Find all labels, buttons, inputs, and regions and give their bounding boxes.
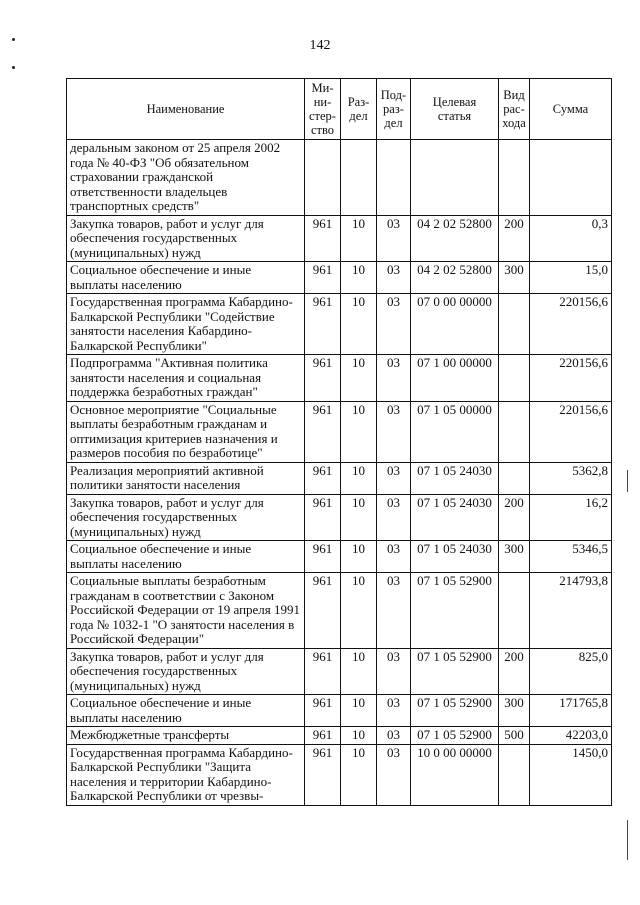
row-sum: 1450,0 <box>530 744 612 805</box>
scan-mark <box>627 470 628 492</box>
row-subsection: 03 <box>377 648 411 695</box>
row-name: Реализация мероприятий активной политики занятости населения <box>67 462 305 494</box>
row-section: 10 <box>341 355 377 402</box>
row-subsection: 03 <box>377 573 411 649</box>
row-target: 07 1 05 52900 <box>411 573 499 649</box>
row-sum: 42203,0 <box>530 727 612 745</box>
table-row <box>67 541 612 573</box>
row-name: Социальные выплаты безработным гражданам в соответствии с Законом Российской Федерации от 19 апреля 1991 года № 1032-1 "О занятости населения в Российской Федерации" <box>67 573 305 649</box>
row-section: 10 <box>341 648 377 695</box>
table-row <box>67 355 612 402</box>
table-row <box>67 744 612 805</box>
table-row <box>67 727 612 745</box>
header-section: Раз- дел <box>341 79 377 140</box>
row-name: деральным законом от 25 апреля 2002 года № 40-ФЗ "Об обязательном страховании гражданской ответственности владельцев транспортных средств" <box>67 140 305 216</box>
page-number: 142 <box>309 38 331 53</box>
row-sum: 825,0 <box>530 648 612 695</box>
row-expense-type: 300 <box>499 695 530 727</box>
row-section: 10 <box>341 462 377 494</box>
row-expense-type <box>499 355 530 402</box>
row-subsection: 03 <box>377 215 411 262</box>
row-target: 04 2 02 52800 <box>411 215 499 262</box>
row-name: Закупка товаров, работ и услуг для обеспечения государственных (муниципальных) нужд <box>67 648 305 695</box>
row-sum: 220156,6 <box>530 401 612 462</box>
table-row <box>67 573 612 649</box>
row-name: Закупка товаров, работ и услуг для обеспечения государственных (муниципальных) нужд <box>67 215 305 262</box>
row-subsection: 03 <box>377 401 411 462</box>
row-section: 10 <box>341 541 377 573</box>
row-ministry: 961 <box>305 695 341 727</box>
row-name: Социальное обеспечение и иные выплаты населению <box>67 262 305 294</box>
row-name: Межбюджетные трансферты <box>67 727 305 745</box>
row-section: 10 <box>341 695 377 727</box>
row-ministry: 961 <box>305 294 341 355</box>
scan-mark <box>627 820 628 860</box>
header-ministry: Ми- ни- стер- ство <box>305 79 341 140</box>
table-row <box>67 262 612 294</box>
row-target: 07 1 05 52900 <box>411 695 499 727</box>
row-name: Социальное обеспечение и иные выплаты населению <box>67 695 305 727</box>
row-ministry: 961 <box>305 215 341 262</box>
table-row <box>67 215 612 262</box>
row-sum: 5346,5 <box>530 541 612 573</box>
row-target: 04 2 02 52800 <box>411 262 499 294</box>
row-section: 10 <box>341 294 377 355</box>
row-subsection: 03 <box>377 294 411 355</box>
row-section: 10 <box>341 573 377 649</box>
table-row <box>67 401 612 462</box>
row-expense-type <box>499 573 530 649</box>
row-expense-type <box>499 140 530 216</box>
row-sum: 16,2 <box>530 494 612 541</box>
row-ministry: 961 <box>305 494 341 541</box>
row-expense-type <box>499 462 530 494</box>
table-row <box>67 140 612 216</box>
row-ministry <box>305 140 341 216</box>
table-row <box>67 648 612 695</box>
row-subsection: 03 <box>377 541 411 573</box>
row-target <box>411 140 499 216</box>
row-section: 10 <box>341 727 377 745</box>
row-expense-type: 200 <box>499 494 530 541</box>
row-sum <box>530 140 612 216</box>
table-row <box>67 294 612 355</box>
row-ministry: 961 <box>305 262 341 294</box>
row-subsection: 03 <box>377 727 411 745</box>
row-section: 10 <box>341 744 377 805</box>
row-section: 10 <box>341 401 377 462</box>
row-target: 10 0 00 00000 <box>411 744 499 805</box>
row-section: 10 <box>341 262 377 294</box>
row-sum: 171765,8 <box>530 695 612 727</box>
row-ministry: 961 <box>305 355 341 402</box>
table-header <box>67 79 612 140</box>
row-ministry: 961 <box>305 648 341 695</box>
row-expense-type: 300 <box>499 541 530 573</box>
row-section <box>341 140 377 216</box>
row-subsection <box>377 140 411 216</box>
row-name: Государственная программа Кабардино-Балкарской Республики "Содействие занятости населения Кабардино-Балкарской Республики" <box>67 294 305 355</box>
row-subsection: 03 <box>377 744 411 805</box>
table-body <box>67 140 612 806</box>
row-ministry: 961 <box>305 541 341 573</box>
row-sum: 214793,8 <box>530 573 612 649</box>
row-target: 07 1 00 00000 <box>411 355 499 402</box>
row-ministry: 961 <box>305 727 341 745</box>
row-expense-type: 500 <box>499 727 530 745</box>
row-subsection: 03 <box>377 494 411 541</box>
row-target: 07 1 05 24030 <box>411 541 499 573</box>
row-sum: 15,0 <box>530 262 612 294</box>
header-target: Целевая статья <box>411 79 499 140</box>
row-sum: 220156,6 <box>530 355 612 402</box>
budget-table <box>66 78 612 806</box>
row-name: Социальное обеспечение и иные выплаты населению <box>67 541 305 573</box>
row-expense-type <box>499 401 530 462</box>
row-name: Основное мероприятие "Социальные выплаты безработным гражданам и оптимизация критериев назначения и размеров пособия по безработице" <box>67 401 305 462</box>
row-expense-type <box>499 294 530 355</box>
row-ministry: 961 <box>305 462 341 494</box>
row-ministry: 961 <box>305 744 341 805</box>
row-name: Государственная программа Кабардино-Балкарской Республики "Защита населения и территории Кабардино-Балкарской Республики от чрезвы- <box>67 744 305 805</box>
row-target: 07 1 05 00000 <box>411 401 499 462</box>
table-row <box>67 494 612 541</box>
row-expense-type: 300 <box>499 262 530 294</box>
header-subsection: Под- раз- дел <box>377 79 411 140</box>
row-target: 07 1 05 24030 <box>411 462 499 494</box>
row-subsection: 03 <box>377 462 411 494</box>
table-row <box>67 462 612 494</box>
row-expense-type <box>499 744 530 805</box>
row-sum: 0,3 <box>530 215 612 262</box>
header-name: Наименование <box>67 79 305 140</box>
row-target: 07 1 05 52900 <box>411 648 499 695</box>
row-section: 10 <box>341 494 377 541</box>
row-sum: 5362,8 <box>530 462 612 494</box>
row-sum: 220156,6 <box>530 294 612 355</box>
header-expense-type: Вид рас- хода <box>499 79 530 140</box>
row-target: 07 1 05 24030 <box>411 494 499 541</box>
row-section: 10 <box>341 215 377 262</box>
row-target: 07 0 00 00000 <box>411 294 499 355</box>
row-expense-type: 200 <box>499 648 530 695</box>
header-sum: Сумма <box>530 79 612 140</box>
table-row <box>67 695 612 727</box>
row-ministry: 961 <box>305 573 341 649</box>
row-name: Подпрограмма "Активная политика занятости населения и социальная поддержка безработных граждан" <box>67 355 305 402</box>
row-subsection: 03 <box>377 262 411 294</box>
row-target: 07 1 05 52900 <box>411 727 499 745</box>
scan-dot <box>12 66 15 69</box>
row-expense-type: 200 <box>499 215 530 262</box>
row-ministry: 961 <box>305 401 341 462</box>
row-subsection: 03 <box>377 695 411 727</box>
row-subsection: 03 <box>377 355 411 402</box>
row-name: Закупка товаров, работ и услуг для обеспечения государственных (муниципальных) нужд <box>67 494 305 541</box>
